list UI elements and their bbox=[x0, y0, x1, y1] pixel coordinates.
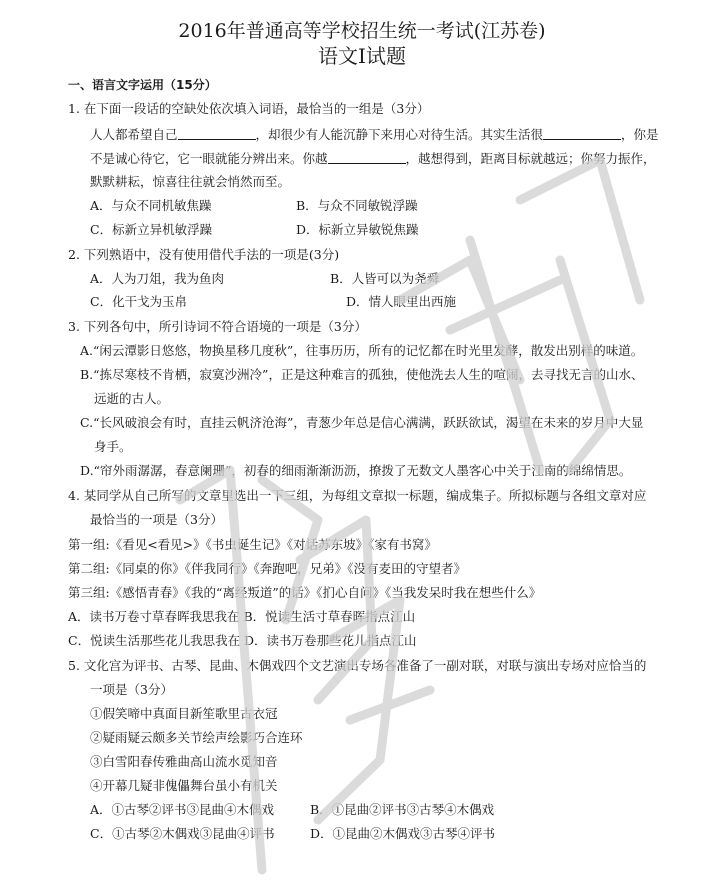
q5-option-c: C．①古琴②木偶戏③昆曲④评书 bbox=[90, 826, 275, 841]
q4-stem-line1: 4. 某同学从自己所写的文章里选出一下三组，为每组文章拟一标题，编成集子。所拟标题与各组文章对应 bbox=[68, 488, 647, 503]
q1-passage-line3: 默默耕耘，惊喜往往就会悄然而至。 bbox=[90, 174, 291, 189]
q3-option-c-line2: 身手。 bbox=[94, 439, 132, 454]
q1-option-c: C．标新立异机敏浮躁 bbox=[90, 222, 213, 237]
q1-option-b: B．与众不同敏锐浮躁 bbox=[296, 198, 418, 213]
q2-option-c: C．化干戈为玉帛 bbox=[90, 294, 188, 309]
q5-couplet-3: ③白雪阳春传雅曲高山流水觅知音 bbox=[90, 754, 278, 769]
q4-group-2: 第二组:《同桌的你》《伴我同行》《奔跑吧，兄弟》《没有麦田的守望者》 bbox=[68, 561, 466, 576]
q3-option-b-line1: B.“拣尽寒枝不肯栖，寂寞沙洲冷”，正是这种难言的孤独，使他洗去人生的喧闹，去寻找无言的山水、 bbox=[80, 367, 644, 382]
q5-option-b: B．①昆曲②评书③古琴④木偶戏 bbox=[310, 802, 495, 817]
q1-passage-line1 bbox=[90, 127, 659, 143]
q1-text-c: ，你是 bbox=[621, 127, 659, 142]
exam-subtitle: 语文Ⅰ试题 bbox=[318, 44, 406, 68]
q1-option-a: A．与众不同机敏焦躁 bbox=[90, 198, 212, 213]
q5-stem-line2: 一项是（3分） bbox=[90, 682, 173, 697]
q1-stem: 1. 在下面一段话的空缺处依次填入词语，最恰当的一组是（3分） bbox=[68, 101, 430, 116]
q2-option-a: A．人为刀俎，我为鱼肉 bbox=[90, 271, 225, 286]
q1-option-d: D．标新立异敏锐焦躁 bbox=[296, 222, 419, 237]
q1-blank-3 bbox=[328, 151, 406, 164]
q2-option-d: D．情人眼里出西施 bbox=[346, 294, 457, 309]
q1-passage-line2 bbox=[90, 151, 656, 167]
exam-title: 2016年普通高等学校招生统一考试(江苏卷) bbox=[178, 20, 546, 42]
q5-option-d: D．①昆曲②木偶戏③古琴④评书 bbox=[310, 826, 496, 841]
q5-couplet-2: ②疑雨疑云颇多关节绘声绘影巧合连环 bbox=[90, 730, 303, 745]
q1-text-e: ，越想得到，距离目标就越远；你努力振作， bbox=[405, 151, 656, 166]
q4-stem-line2: 最恰当的一项是（3分） bbox=[90, 512, 223, 527]
q2-option-b: B．人皆可以为尧舜 bbox=[330, 271, 440, 286]
q1-text-a: 人人都希望自己 bbox=[90, 127, 178, 142]
q4-group-3: 第三组:《感悟青春》《我的“离经叛道”的话》《扪心自问》《当我发呆时我在想些什么》 bbox=[68, 585, 542, 600]
q2-stem: 2. 下列熟语中，没有使用借代手法的一项是(3分) bbox=[68, 247, 340, 262]
q1-blank-2 bbox=[543, 127, 621, 140]
q5-couplet-4: ④开幕几疑非傀儡舞台虽小有机关 bbox=[90, 778, 278, 793]
section-heading: 一、语言文字运用（15分） bbox=[68, 78, 217, 92]
q1-text-d: 不是诚心待它，它一眼就能分辨出来。你越 bbox=[90, 151, 328, 166]
q4-group-1: 第一组:《看见<看见>》《书虫诞生记》《对话苏东坡》《家有书窝》 bbox=[68, 537, 437, 552]
q1-text-b: ，却很少有人能沉静下来用心对待生活。其实生活很 bbox=[255, 127, 544, 142]
q3-option-c-line1: C.“长风破浪会有时，直挂云帆济沧海”，青葱少年总是信心满满，跃跃欲试，渴望在未来的岁月中大显 bbox=[80, 415, 644, 430]
q4-options-ab: A．读书万卷寸草春晖我思我在 B．悦读生活寸草春晖指点江山 bbox=[68, 609, 416, 624]
q5-couplet-1: ①假笑啼中真面目新笙歌里古衣冠 bbox=[90, 706, 278, 721]
q3-option-b-line2: 远逝的古人。 bbox=[94, 391, 170, 406]
q1-blank-1 bbox=[178, 127, 256, 140]
q3-option-d: D.“帘外雨潺潺，春意阑珊”，初春的细雨渐渐沥沥，撩拨了无数文人墨客心中关于江南的绵绵情思。 bbox=[80, 463, 632, 478]
q5-option-a: A．①古琴②评书③昆曲④木偶戏 bbox=[90, 802, 275, 817]
q3-stem: 3. 下列各句中，所引诗词不符合语境的一项是（3分） bbox=[68, 319, 367, 334]
q5-stem-line1: 5. 文化宫为评书、古琴、昆曲、木偶戏四个文艺演出专场各准备了一副对联，对联与演出专场对应恰当的 bbox=[68, 658, 647, 673]
q3-option-a: A.“闲云潭影日悠悠，物换星移几度秋”，往事历历，所有的记忆都在时光里发酵，散发出别样的味道。 bbox=[80, 343, 644, 358]
q4-options-cd: C．悦读生活那些花儿我思我在 D．读书万卷那些花儿指点江山 bbox=[68, 633, 417, 648]
